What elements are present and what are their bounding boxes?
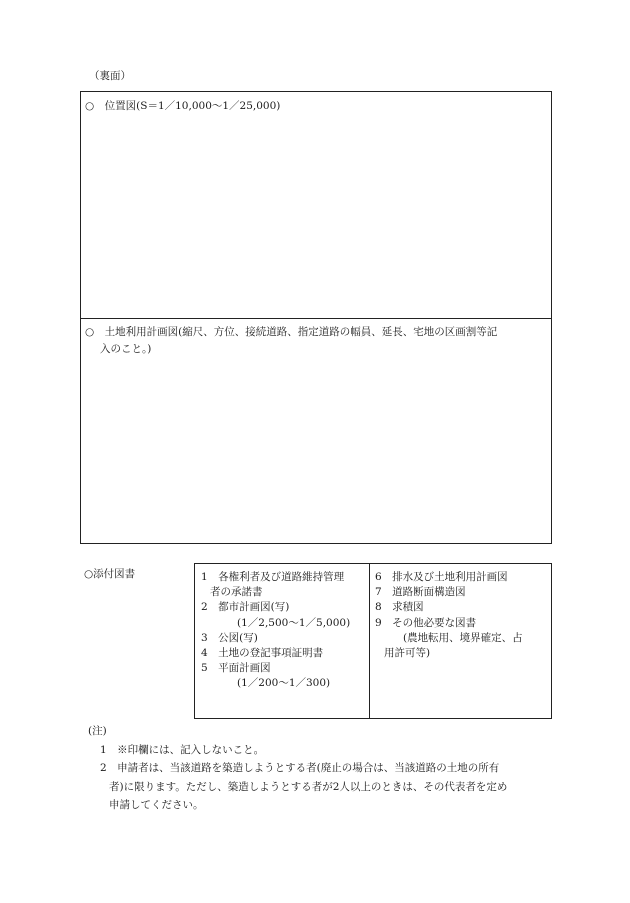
attachment-item: 4 土地の登記事項証明書 <box>201 647 324 660</box>
note-item: 1 ※印欄には、記入しないこと。 <box>100 743 265 756</box>
attachment-item: (1／200～1／300) <box>237 677 331 690</box>
land-use-plan-heading <box>85 324 547 358</box>
land-use-plan-line1: ○ 土地利用計画図(縮尺、方位、接続道路、指定道路の幅員、延長、宅地の区画割等記 <box>85 326 498 338</box>
note-item-continued: 者)に限ります。ただし、築造しようとする者が2人以上のときは、その代表者を定め <box>109 780 508 793</box>
attachments-label: ○添付図書 <box>84 568 136 580</box>
note-item: 2 申請者は、当該道路を築造しようとする者(廃止の場合は、当該道路の土地の所有 <box>100 762 500 774</box>
attachment-item: (1／2,500～1／5,000) <box>237 616 351 629</box>
attachment-item: 7 道路断面構造図 <box>375 586 466 599</box>
attachment-item: 8 求積図 <box>375 601 424 614</box>
back-side-label: （裏面） <box>89 70 131 82</box>
location-map-heading: ○ 位置図(S＝1／10,000～1／25,000) <box>85 100 281 112</box>
map-section-box <box>80 91 552 544</box>
notes-section <box>88 722 550 815</box>
attachment-item: (農地転用、境界確定、占 <box>403 631 523 644</box>
attachments-right-column <box>375 570 549 661</box>
attachment-item: 2 都市計画図(写) <box>201 601 290 614</box>
notes-heading: (注) <box>88 725 107 737</box>
attachment-item: 6 排水及び土地利用計画図 <box>375 571 508 583</box>
attachment-item: 者の承諾書 <box>210 586 263 599</box>
land-use-plan-line2: 入のこと。) <box>100 343 152 355</box>
attachments-table <box>194 563 552 719</box>
attachment-item: 9 その他必要な図書 <box>375 616 477 629</box>
attachment-item: 1 各権利者及び道路維持管理 <box>201 571 345 583</box>
section-divider <box>81 318 551 319</box>
attachments-column-divider <box>369 564 370 718</box>
attachment-item: 5 平面計画図 <box>201 662 271 675</box>
attachments-left-column <box>201 570 367 692</box>
attachment-item: 3 公図(写) <box>201 631 258 644</box>
note-item-continued: 申請してください。 <box>109 799 204 811</box>
attachment-item: 用許可等) <box>384 647 431 660</box>
